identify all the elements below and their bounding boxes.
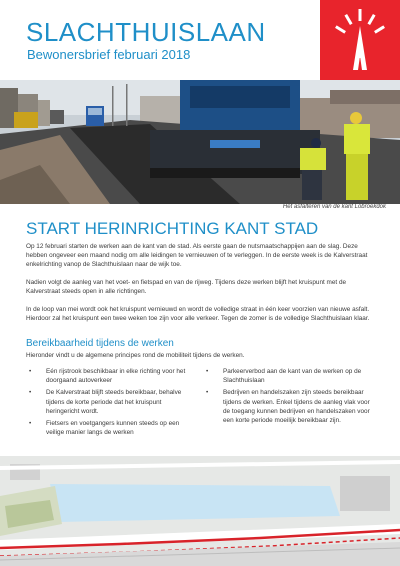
paragraph: In de loop van mei wordt ook het kruispunt vernieuwd en wordt de volledige straat in één keer voorzien van nieuwe asfalt. Hierdoor zal het kruispunt een twee weken toe zijn voor alle verkeer. Tegen de zomer is de volledige Slachthuislaan klaar.	[26, 306, 370, 323]
paragraph: Op 12 februari starten de werken aan de kant van de stad. Als eerste gaan de nutsmaatschappijen aan de slag. Deze hebben ongeveer een maand nodig om alle leidingen te vernieuwen of te verleggen. In de eerste week is de Kalverstraat enkelrichting vanop de Slachthuislaan naar de wijk toe.	[26, 243, 368, 269]
accessibility-intro: Hieronder vindt u de algemene principes rond de mobiliteit tijdens de werken.	[26, 352, 245, 359]
paragraph: Nadien volgt de aanleg van het voet- en fietspad en van de rijweg. Tijdens deze werken blijft het kruispunt met de Kalverstraat steeds open in alle richtingen.	[26, 279, 347, 296]
list-item: • Fietsers en voetgangers kunnen steeds op een veilige manier langs de werken	[26, 419, 186, 437]
bullet-list-right	[203, 367, 373, 428]
bullet-list-left	[26, 367, 186, 440]
site-plan-map	[0, 456, 400, 566]
photo-caption: Het asfalteren van de kant Lobroekdok	[282, 204, 386, 210]
list-item: • Parkeerverbod aan de kant van de werken op de Slachthuislaan	[203, 367, 373, 385]
page-header	[0, 0, 400, 80]
section-heading: START HERINRICHTING KANT STAD	[26, 219, 319, 238]
city-logo	[320, 0, 400, 80]
page-subtitle: Bewonersbrief februari 2018	[27, 47, 191, 62]
page-title: SLACHTHUISLAAN	[26, 17, 266, 47]
list-item: • Bedrijven en handelszaken zijn steeds bereikbaar tijdens de werken. Enkel tijdens de aanleg vlak voor de toegang kunnen bedrijven en handelszaken voor een korte periode moeilijk bereikbaar zijn.	[203, 388, 373, 425]
list-item: • Eén rijstrook beschikbaar in elke richting voor het doorgaand autoverkeer	[26, 367, 186, 385]
list-item: • De Kalverstraat blijft steeds bereikbaar, behalve tijdens de korte periode dat het kruispunt heringericht wordt.	[26, 388, 186, 416]
roadworks-photo	[0, 80, 400, 204]
antwerp-logo-icon	[320, 0, 400, 80]
subheading-accessibility: Bereikbaarheid tijdens de werken	[26, 338, 174, 349]
